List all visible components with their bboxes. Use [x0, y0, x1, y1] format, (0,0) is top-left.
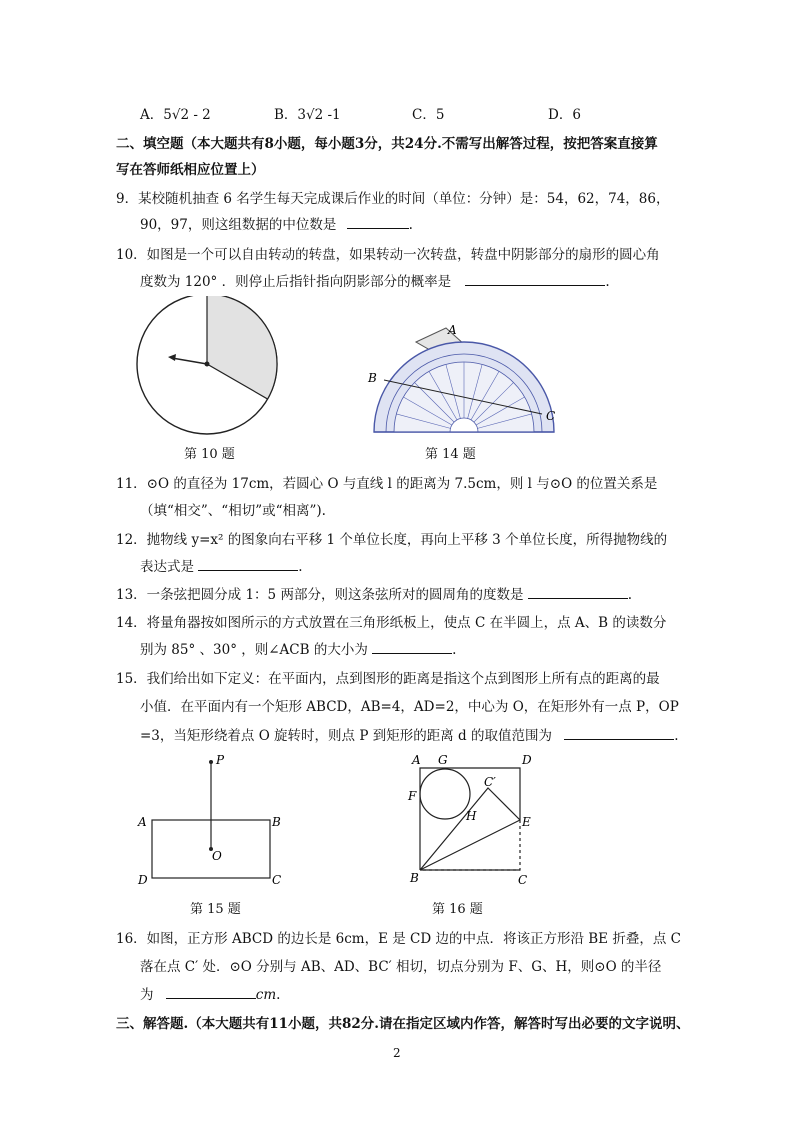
fig15-label-c: C: [272, 873, 282, 887]
q13-answer-blank[interactable]: [528, 584, 628, 599]
caption-fig14: 第 14 题: [425, 447, 476, 462]
fig16-label-a: A: [412, 753, 421, 767]
q14-line2: [140, 638, 456, 658]
q14-line1: 14．将量角器按如图所示的方式放置在三角形纸板上，使点 C 在半圆上，点 A、B 的读数分: [116, 615, 667, 631]
fig15-label-p: P: [216, 753, 225, 767]
q15-end: .: [674, 728, 679, 744]
page-number: 2: [393, 1046, 401, 1060]
q14-text: 别为 85° 、30° ，则∠ACB 的大小为: [140, 642, 368, 658]
q12-answer-blank[interactable]: [198, 556, 298, 571]
q16-line3: [140, 983, 280, 1003]
q9-end: .: [408, 217, 413, 233]
caption-fig15: 第 15 题: [190, 902, 241, 917]
fig14-label-b: B: [368, 371, 377, 385]
fig14-label-a: A: [448, 323, 457, 337]
fig16-label-d: D: [522, 753, 532, 767]
fig16-label-b: B: [410, 871, 419, 885]
fig16-label-h: H: [466, 809, 477, 823]
q14-answer-blank[interactable]: [372, 639, 452, 654]
q14-end: .: [452, 642, 457, 658]
figure-15-rectangle: [132, 750, 292, 890]
figure-10-spinner: [132, 296, 282, 436]
option-c: C．5: [412, 107, 445, 123]
q10-line1: 10．如图是一个可以自由转动的转盘，如果转动一次转盘，转盘中阴影部分的扇形的圆心角: [116, 247, 660, 263]
q9-answer-blank[interactable]: [347, 214, 409, 229]
fig15-label-b: B: [272, 815, 281, 829]
fig16-label-g: G: [438, 753, 448, 767]
figure-16-square: [400, 748, 540, 890]
spinner-center-dot: [205, 362, 210, 367]
q12-line1: 12．抛物线 y=x² 的图象向右平移 1 个单位长度，再向上平移 3 个单位长度，所得抛物线的: [116, 532, 668, 548]
option-a: A．5√2 - 2: [140, 107, 211, 123]
q13-line1: [116, 583, 632, 603]
fig15-label-d: D: [138, 873, 148, 887]
circle-o: [420, 769, 470, 819]
q9-line2: [140, 213, 413, 233]
q15-answer-blank[interactable]: [564, 725, 674, 740]
q10-end: .: [605, 274, 610, 290]
q15-text: =3，当矩形绕着点 O 旋转时，则点 P 到矩形的距离 d 的取值范围为: [140, 728, 552, 744]
option-d: D．6: [548, 107, 581, 123]
q9-text: 90，97，则这组数据的中位数是: [140, 217, 337, 233]
fig16-label-e: E: [522, 815, 531, 829]
option-b: B．3√2 -1: [274, 107, 341, 123]
segment-be: [420, 820, 520, 870]
q11-line2: （填“相交”、“相切”或“相离”).: [140, 503, 326, 519]
section3-heading: 三、解答题.（本大题共有11小题，共82分.请在指定区域内作答，解答时写出必要的文字说明、: [116, 1016, 690, 1032]
q16-line2: 落在点 C′ 处．⊙O 分别与 AB、AD、BC′ 相切，切点分别为 F、G、H，则⊙O 的半径: [140, 959, 662, 975]
fig16-label-c: C: [518, 873, 528, 887]
fig15-label-o: O: [212, 849, 222, 863]
q16-line1: 16．如图，正方形 ABCD 的边长是 6cm，E 是 CD 边的中点．将该正方形沿 BE 折叠，点 C: [116, 931, 681, 947]
fig15-label-a: A: [138, 815, 147, 829]
figure-14-protractor: [364, 320, 564, 440]
q12-line2: [140, 555, 303, 575]
q13-text: 13．一条弦把圆分成 1：5 两部分，则这条弦所对的圆周角的度数是: [116, 587, 524, 603]
caption-fig10: 第 10 题: [184, 447, 235, 462]
triangle-bc-prime-e: [420, 788, 520, 870]
q16-end: .: [276, 987, 281, 1003]
q15-line2: 小值．在平面内有一个矩形 ABCD，AB=4，AD=2，中心为 O，在矩形外有一点 P，OP: [140, 699, 679, 715]
q11-line1: 11．⊙O 的直径为 17cm，若圆心 O 与直线 l 的距离为 7.5cm，则 l 与⊙O 的位置关系是: [116, 476, 658, 492]
q10-text: 度数为 120° ．则停止后指针指向阴影部分的概率是: [140, 274, 452, 290]
caption-fig16: 第 16 题: [432, 902, 483, 917]
q16-unit: cm: [255, 987, 277, 1003]
section2-heading-line1: 二、填空题（本大题共有8小题，每小题3分，共24分.不需写出解答过程，按把答案直接算: [116, 136, 658, 152]
q12-text: 表达式是: [140, 559, 194, 575]
fig16-label-f: F: [408, 789, 417, 803]
q12-end: .: [298, 559, 303, 575]
q15-line1: 15．我们给出如下定义：在平面内，点到图形的距离是指这个点到图形上所有点的距离的最: [116, 671, 660, 687]
q16-answer-blank[interactable]: [166, 984, 256, 999]
q15-line3: [140, 724, 679, 744]
fig16-label-c-prime: C′: [484, 775, 496, 789]
q10-line2: [140, 270, 610, 290]
section2-heading-line2: 写在答师纸相应位置上）: [116, 162, 265, 178]
q13-end: .: [627, 587, 633, 603]
q10-answer-blank[interactable]: [465, 271, 605, 286]
q9-line1: 9．某校随机抽查 6 名学生每天完成课后作业的时间（单位：分钟）是：54，62，74，86，: [116, 191, 670, 207]
fig14-label-c: C: [546, 409, 556, 423]
q16-prefix: 为: [140, 987, 154, 1003]
